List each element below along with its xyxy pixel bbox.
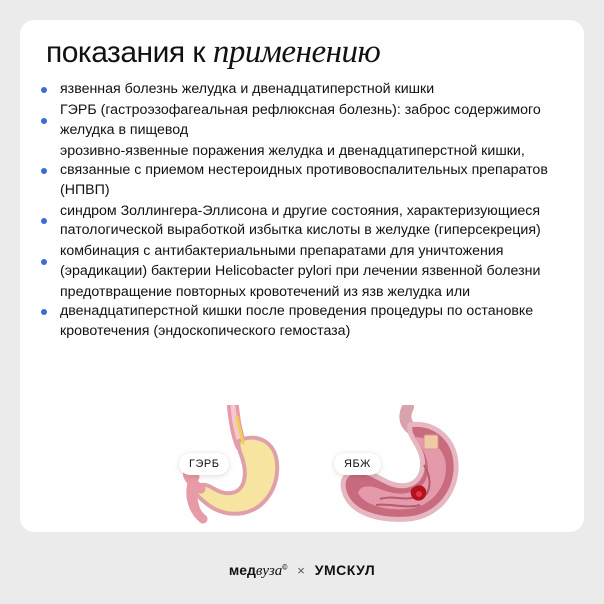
bullet-dot-icon [41, 168, 47, 174]
bullet-dot-icon [41, 309, 47, 315]
bullet-dot-icon [41, 259, 47, 265]
ybzh-illustration [320, 405, 470, 525]
ybzh-label: ЯБЖ [334, 453, 381, 475]
indications-list [40, 80, 570, 343]
list-item: эрозивно-язвенные поражения желудка и двенадцатиперстной кишки, связанные с приемом нестероидных противовоспалительных препаратов (НПВП) [40, 142, 570, 201]
gerd-illustration [155, 405, 295, 525]
bullet-dot-icon [41, 118, 47, 124]
title-accent: применению [212, 34, 381, 70]
list-item: язвенная болезнь желудка и двенадцатиперстной кишки [40, 80, 570, 100]
page-title [46, 34, 380, 71]
list-item: синдром Золлингера-Эллисона и другие состояния, характеризующиеся патологической выработкой избытка кислоты в желудке (гиперсекреция) [40, 202, 570, 241]
title-plain: показания к [46, 36, 213, 69]
brand-umskul-logo: УМСКУЛ [314, 562, 376, 578]
footer-brands [0, 562, 604, 580]
content-card [20, 20, 584, 532]
list-item: комбинация с антибактериальными препаратами для уничтожения (эрадикации) бактерии Helicobacter pylori при лечении язвенной болезни [40, 242, 570, 281]
bullet-dot-icon [41, 87, 47, 93]
gerd-label: ГЭРБ [179, 453, 229, 475]
list-item: предотвращение повторных кровотечений из язв желудка или двенадцатиперстной кишки после проведения процедуры по остановке кровотечения (эндоскопического гемостаза) [40, 283, 570, 342]
list-item: ГЭРБ (гастроэзофагеальная рефлюксная болезнь): заброс содержимого желудка в пищевод [40, 101, 570, 140]
brand-medvuza-logo: медвуза© [228, 562, 288, 579]
bullet-dot-icon [41, 218, 47, 224]
brand-separator: × [297, 563, 305, 578]
